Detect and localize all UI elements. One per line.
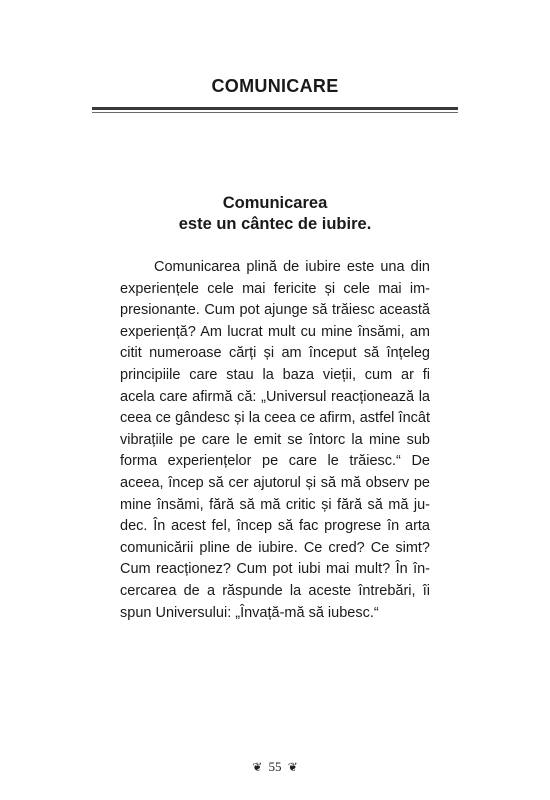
fleuron-icon: ❦ [252,760,263,774]
running-header: COMUNICARE [211,76,339,96]
section-subtitle [92,193,458,235]
page-footer [92,759,458,775]
fleuron-icon: ❦ [287,760,298,774]
page-number: 55 [268,759,282,774]
subtitle-line-1: Comunicarea [222,194,328,212]
header-rule-thin [92,112,458,113]
header-rule-thick [92,107,458,110]
subtitle-line-2: este un cântec de iubire. [178,215,372,233]
body-paragraph: Comunicarea plină de iubire este una din experiențele cele mai fericite și cele mai impresionante. Cum pot ajunge să trăiesc această experiență? Am lucrat mult cu mine însămi, am citit numeroase cărți și am început să înțeleg principiile care stau la baza vieții, cum ar fi acela care afirmă că: „Universul reacționează la ceea ce gândesc și la ceea ce afirm, astfel încât vibrațiile pe care le emit se întorc la mine sub forma experiențelor pe care le trăiesc.“ De aceea, încep să cer ajutorul și să mă observ pe mine însămi, fără să mă critic și fără să mă judec. În acest fel, încep să fac progrese în arta comunicării pline de iubire. Ce cred? Ce simt? Cum reacționez? Cum pot iubi mai mult? În încercarea de a răspunde la aceste întrebări, îi spun Universului: „Învață-mă să iubesc.“ [120,259,430,621]
